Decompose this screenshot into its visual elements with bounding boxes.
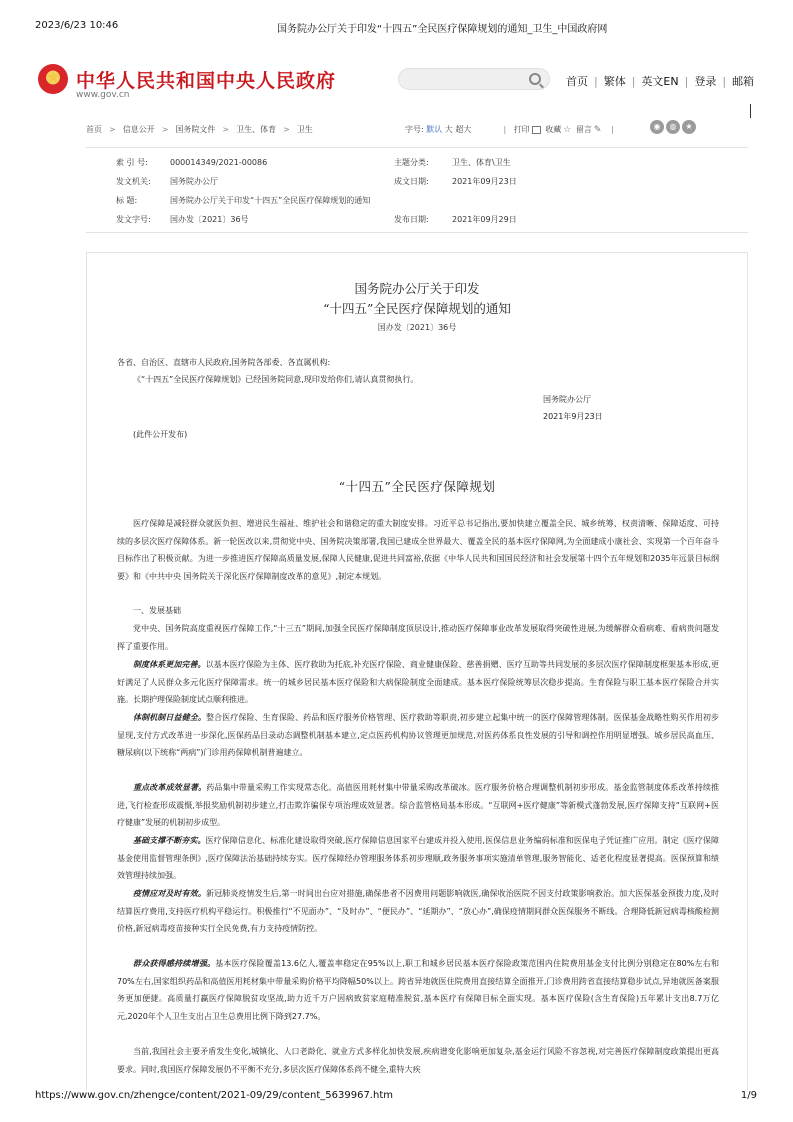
nav-login[interactable]: 登录 bbox=[694, 75, 717, 88]
breadcrumb-subcategory[interactable]: 卫生 bbox=[296, 125, 313, 134]
meta-row bbox=[394, 157, 511, 168]
font-large-button[interactable]: 大 bbox=[444, 125, 453, 134]
paragraph bbox=[117, 955, 719, 1025]
nav-mailbox[interactable]: 邮箱 bbox=[732, 75, 755, 88]
meta-row bbox=[116, 195, 370, 206]
share-icons bbox=[650, 120, 698, 134]
section-heading: 一、发展基础 bbox=[133, 606, 181, 615]
plan-title: “十四五”全民医疗保障规划 bbox=[338, 479, 496, 494]
paragraph-text: 以基本医疗保险为主体、医疗救助为托底,补充医疗保险、商业健康保险、慈善捐赠、医疗互助等共同发展的多层次医疗保障制度框架基本形成,更好满足了人民群众多元化医疗保障需求。统一的城乡居民基本医疗保险和大病保险制度全面建成。基本医疗保险统筹层次稳步提高。生育保险与职工基本医疗保险合并实施。长期护理保险制度试点顺利推进。 bbox=[117, 660, 719, 704]
wechat-icon[interactable]: ◍ bbox=[666, 120, 680, 134]
meta-value: 2021年09月29日 bbox=[452, 215, 517, 224]
paragraph-text: 医疗保障信息化、标准化建设取得突破,医疗保障信息国家平台建成并投入使用,医保信息业务编码标准和医保电子凭证推广应用。制定《医疗保障基金使用监督管理条例》,医疗保障法治基础持续夯实。医疗保障经办管理服务体系初步理顺,政务服务事项实施清单管理,服务智能化、适老化程度显著提高。医保预算和绩效管理持续加强。 bbox=[117, 836, 719, 880]
print-datetime: 2023/6/23 10:46 bbox=[35, 20, 119, 31]
meta-row bbox=[394, 214, 517, 225]
paragraph bbox=[117, 885, 719, 938]
paragraph: 当前,我国社会主要矛盾发生变化,城镇化、人口老龄化、就业方式多样化加快发展,疾病谱变化影响更加复杂,基金运行风险不容忽视,对完善医疗保障制度政策提出更高要求。同时,我国医疗保障发展仍不平衡不充分,多层次医疗保障体系尚不健全,重特大疾 bbox=[117, 1047, 719, 1074]
search-icon[interactable] bbox=[529, 73, 541, 85]
site-header bbox=[0, 60, 793, 104]
breadcrumb bbox=[86, 124, 313, 135]
meta-label: 主题分类: bbox=[394, 158, 429, 167]
meta-label: 发文字号: bbox=[116, 215, 151, 224]
print-page-title: 国务院办公厅关于印发“十四五”全民医疗保障规划的通知_卫生_中国政府网 bbox=[277, 24, 608, 35]
document-metadata bbox=[86, 147, 748, 233]
print-header bbox=[0, 0, 793, 36]
header-divider bbox=[750, 104, 751, 118]
notice-salutation: 各省、自治区、直辖市人民政府,国务院各部委、各直属机构: bbox=[117, 358, 331, 367]
paragraph-text: 整合医疗保险、生育保险、药品和医疗服务价格管理、医疗救助等职责,初步建立起集中统一的医疗保障管理体制。医保基金战略性购买作用初步显现,支付方式改革进一步深化,医保药品目录动态调整机制基本建立,定点医药机构协议管理更加规范,对医药体系良性发展的引导和调控作用明显增强。城乡居民高血压、糖尿病(以下统称“两病”)门诊用药保障机制普遍建立。 bbox=[117, 713, 719, 757]
nav-traditional[interactable]: 繁体 bbox=[603, 75, 626, 88]
nav-separator: | bbox=[594, 75, 598, 88]
message-button[interactable]: 留言 bbox=[575, 125, 592, 134]
breadcrumb-home[interactable]: 首页 bbox=[86, 125, 102, 134]
nav-english[interactable]: 英文EN bbox=[641, 75, 679, 88]
nav-separator: | bbox=[722, 75, 727, 88]
paragraph-lead: 制度体系更加完善。 bbox=[133, 659, 206, 669]
font-default-button[interactable]: 默认 bbox=[426, 125, 443, 134]
favorite-button[interactable]: 收藏 bbox=[545, 125, 562, 134]
article-content bbox=[86, 252, 748, 1090]
print-url: https://www.gov.cn/zhengce/content/2021-09/29/content_5639967.htm bbox=[35, 1090, 393, 1101]
national-emblem-icon[interactable] bbox=[38, 64, 68, 94]
pen-icon[interactable]: ✎ bbox=[593, 125, 602, 135]
nav-home[interactable]: 首页 bbox=[566, 75, 588, 88]
site-name[interactable]: 中华人民共和国中央人民政府 bbox=[76, 70, 337, 92]
breadcrumb-info[interactable]: 信息公开 bbox=[122, 125, 155, 134]
paragraph-text: 药品集中带量采购工作实现常态化。高值医用耗材集中带量采购改革破冰。医疗服务价格合理调整机制初步形成。基金监管制度体系改革持续推进,飞行检查形成震慑,举报奖励机制初步建立,打击欺诈骗保专项治理成效显著。综合监管格局基本形成。“互联网+医疗健康”等新模式蓬勃发展,医疗保障支持“互联网+医疗健康”发展的机制初步成型。 bbox=[117, 783, 720, 827]
meta-label: 发文机关: bbox=[116, 177, 151, 186]
notice-signer: 国务院办公厅 bbox=[543, 395, 591, 404]
plan-intro: 医疗保障是减轻群众就医负担、增进民生福祉、维护社会和谐稳定的重大制度安排。习近平总书记指出,要加快建立覆盖全民、城乡统筹、权责清晰、保障适度、可持续的多层次医疗保障体系。新一轮医改以来,贯彻党中央、国务院决策部署,我国已建成全世界最大、覆盖全民的基本医疗保障网,为全面建成小康社会、实现第一个百年奋斗目标作出了积极贡献。为进一步推进医疗保障高质量发展,保障人民健康,促进共同富裕,依据《中华人民共和国国民经济和社会发展第十四个五年规划和2035年远景目标纲要》和《中共中央 国务院关于深化医疗保障制度改革的意见》,制定本规划。 bbox=[117, 519, 719, 581]
meta-value: 000014349/2021-00086 bbox=[170, 158, 268, 167]
meta-label: 标 题: bbox=[116, 196, 138, 205]
paragraph bbox=[117, 709, 719, 762]
breadcrumb-arrow-icon: > bbox=[161, 125, 169, 134]
weibo-icon[interactable]: ◉ bbox=[650, 120, 664, 134]
font-size-label: 字号: bbox=[405, 125, 424, 134]
paragraph-lead: 疫情应对及时有效。 bbox=[133, 888, 206, 898]
article-tools bbox=[405, 124, 619, 135]
meta-row bbox=[116, 214, 249, 225]
print-button[interactable]: 打印 bbox=[513, 125, 530, 134]
breadcrumb-category[interactable]: 卫生、体育 bbox=[236, 125, 277, 134]
meta-row bbox=[116, 176, 218, 187]
meta-value: 国务院办公厅关于印发“十四五”全民医疗保障规划的通知 bbox=[170, 196, 371, 205]
print-page-number: 1/9 bbox=[740, 1090, 757, 1101]
tool-separator: | bbox=[610, 125, 614, 134]
notice-body: 《“十四五”全民医疗保障规划》已经国务院同意,现印发给你们,请认真贯彻执行。 bbox=[133, 375, 419, 384]
breadcrumb-arrow-icon: > bbox=[109, 125, 116, 134]
notice-date: 2021年9月23日 bbox=[543, 412, 603, 421]
paragraph bbox=[117, 779, 719, 832]
nav-separator: | bbox=[684, 75, 689, 88]
meta-value: 卫生、体育\卫生 bbox=[452, 158, 511, 167]
meta-label: 索 引 号: bbox=[116, 158, 148, 167]
paragraph-lead: 群众获得感持续增强。 bbox=[133, 958, 216, 968]
breadcrumb-bar bbox=[0, 118, 793, 142]
tool-separator: | bbox=[503, 125, 507, 134]
paragraph-text: 基本医疗保险覆盖13.6亿人,覆盖率稳定在95%以上,职工和城乡居民基本医疗保险政策范围内住院费用基金支付比例分别稳定在80%左右和70%左右,国家组织药品和高值医用耗材集中带量采购价格平均降幅50%以上。跨省异地就医住院费用直接结算全面推开,门诊费用跨省直接结算稳步试点,异地就医备案服务更加便捷。高质量打赢医疗保障脱贫攻坚战,助力近千万户因病致贫家庭精准脱贫,基本医疗有保障目标全面实现。基本医疗保险(含生育保险)五年累计支出8.7万亿元,2020年个人卫生支出占卫生总费用比例下降到27.7%。 bbox=[117, 959, 719, 1021]
breadcrumb-arrow-icon: > bbox=[283, 125, 290, 134]
paragraph-lead: 体制机制日益健全。 bbox=[133, 712, 206, 722]
notice-title-line1: 国务院办公厅关于印发 bbox=[354, 281, 480, 296]
top-nav bbox=[566, 73, 754, 89]
favorite-star-icon[interactable]: ★ bbox=[682, 120, 696, 134]
star-icon[interactable]: ☆ bbox=[563, 125, 572, 135]
paragraph bbox=[117, 832, 719, 885]
printer-icon[interactable] bbox=[532, 126, 541, 134]
notice-public-note: (此件公开发布) bbox=[133, 430, 188, 439]
breadcrumb-arrow-icon: > bbox=[222, 125, 230, 134]
meta-label: 发布日期: bbox=[394, 215, 429, 224]
notice-doc-number: 国办发〔2021〕36号 bbox=[377, 323, 457, 332]
breadcrumb-files[interactable]: 国务院文件 bbox=[175, 125, 216, 134]
paragraph-lead: 基础支撑不断夯实。 bbox=[133, 835, 206, 845]
notice-title-line2: “十四五”全民医疗保障规划的通知 bbox=[323, 301, 511, 316]
meta-value: 国务院办公厅 bbox=[170, 177, 218, 186]
site-domain: www.gov.cn bbox=[76, 90, 130, 100]
search-input[interactable] bbox=[398, 68, 550, 90]
meta-row bbox=[116, 157, 267, 168]
paragraph-text: 新冠肺炎疫情发生后,第一时间出台应对措施,确保患者不因费用问题影响就医,确保收治医院不因支付政策影响救治。加大医保基金预拨力度,及时结算医疗费用,支持医疗机构平稳运行。积极推行“不见面办”、“及时办”、“便民办”、“延期办”、“放心办”,确保疫情期间群众医保服务不断线。合理降低新冠病毒核酸检测价格,新冠病毒疫苗接种实行全民免费,有力支持疫情防控。 bbox=[117, 889, 719, 933]
paragraph bbox=[117, 656, 719, 709]
meta-label: 成文日期: bbox=[394, 177, 429, 186]
nav-separator: | bbox=[631, 75, 636, 88]
meta-value: 国办发〔2021〕36号 bbox=[170, 215, 249, 224]
paragraph: 党中央、国务院高度重视医疗保障工作,“十三五”期间,加强全民医疗保障制度顶层设计,推动医疗保障事业改革发展取得突破性进展,为缓解群众看病难、看病贵问题发挥了重要作用。 bbox=[117, 624, 719, 651]
meta-value: 2021年09月23日 bbox=[452, 177, 517, 186]
font-xlarge-button[interactable]: 超大 bbox=[455, 125, 472, 134]
paragraph-lead: 重点改革成效显著。 bbox=[133, 782, 207, 792]
meta-row bbox=[394, 176, 517, 187]
